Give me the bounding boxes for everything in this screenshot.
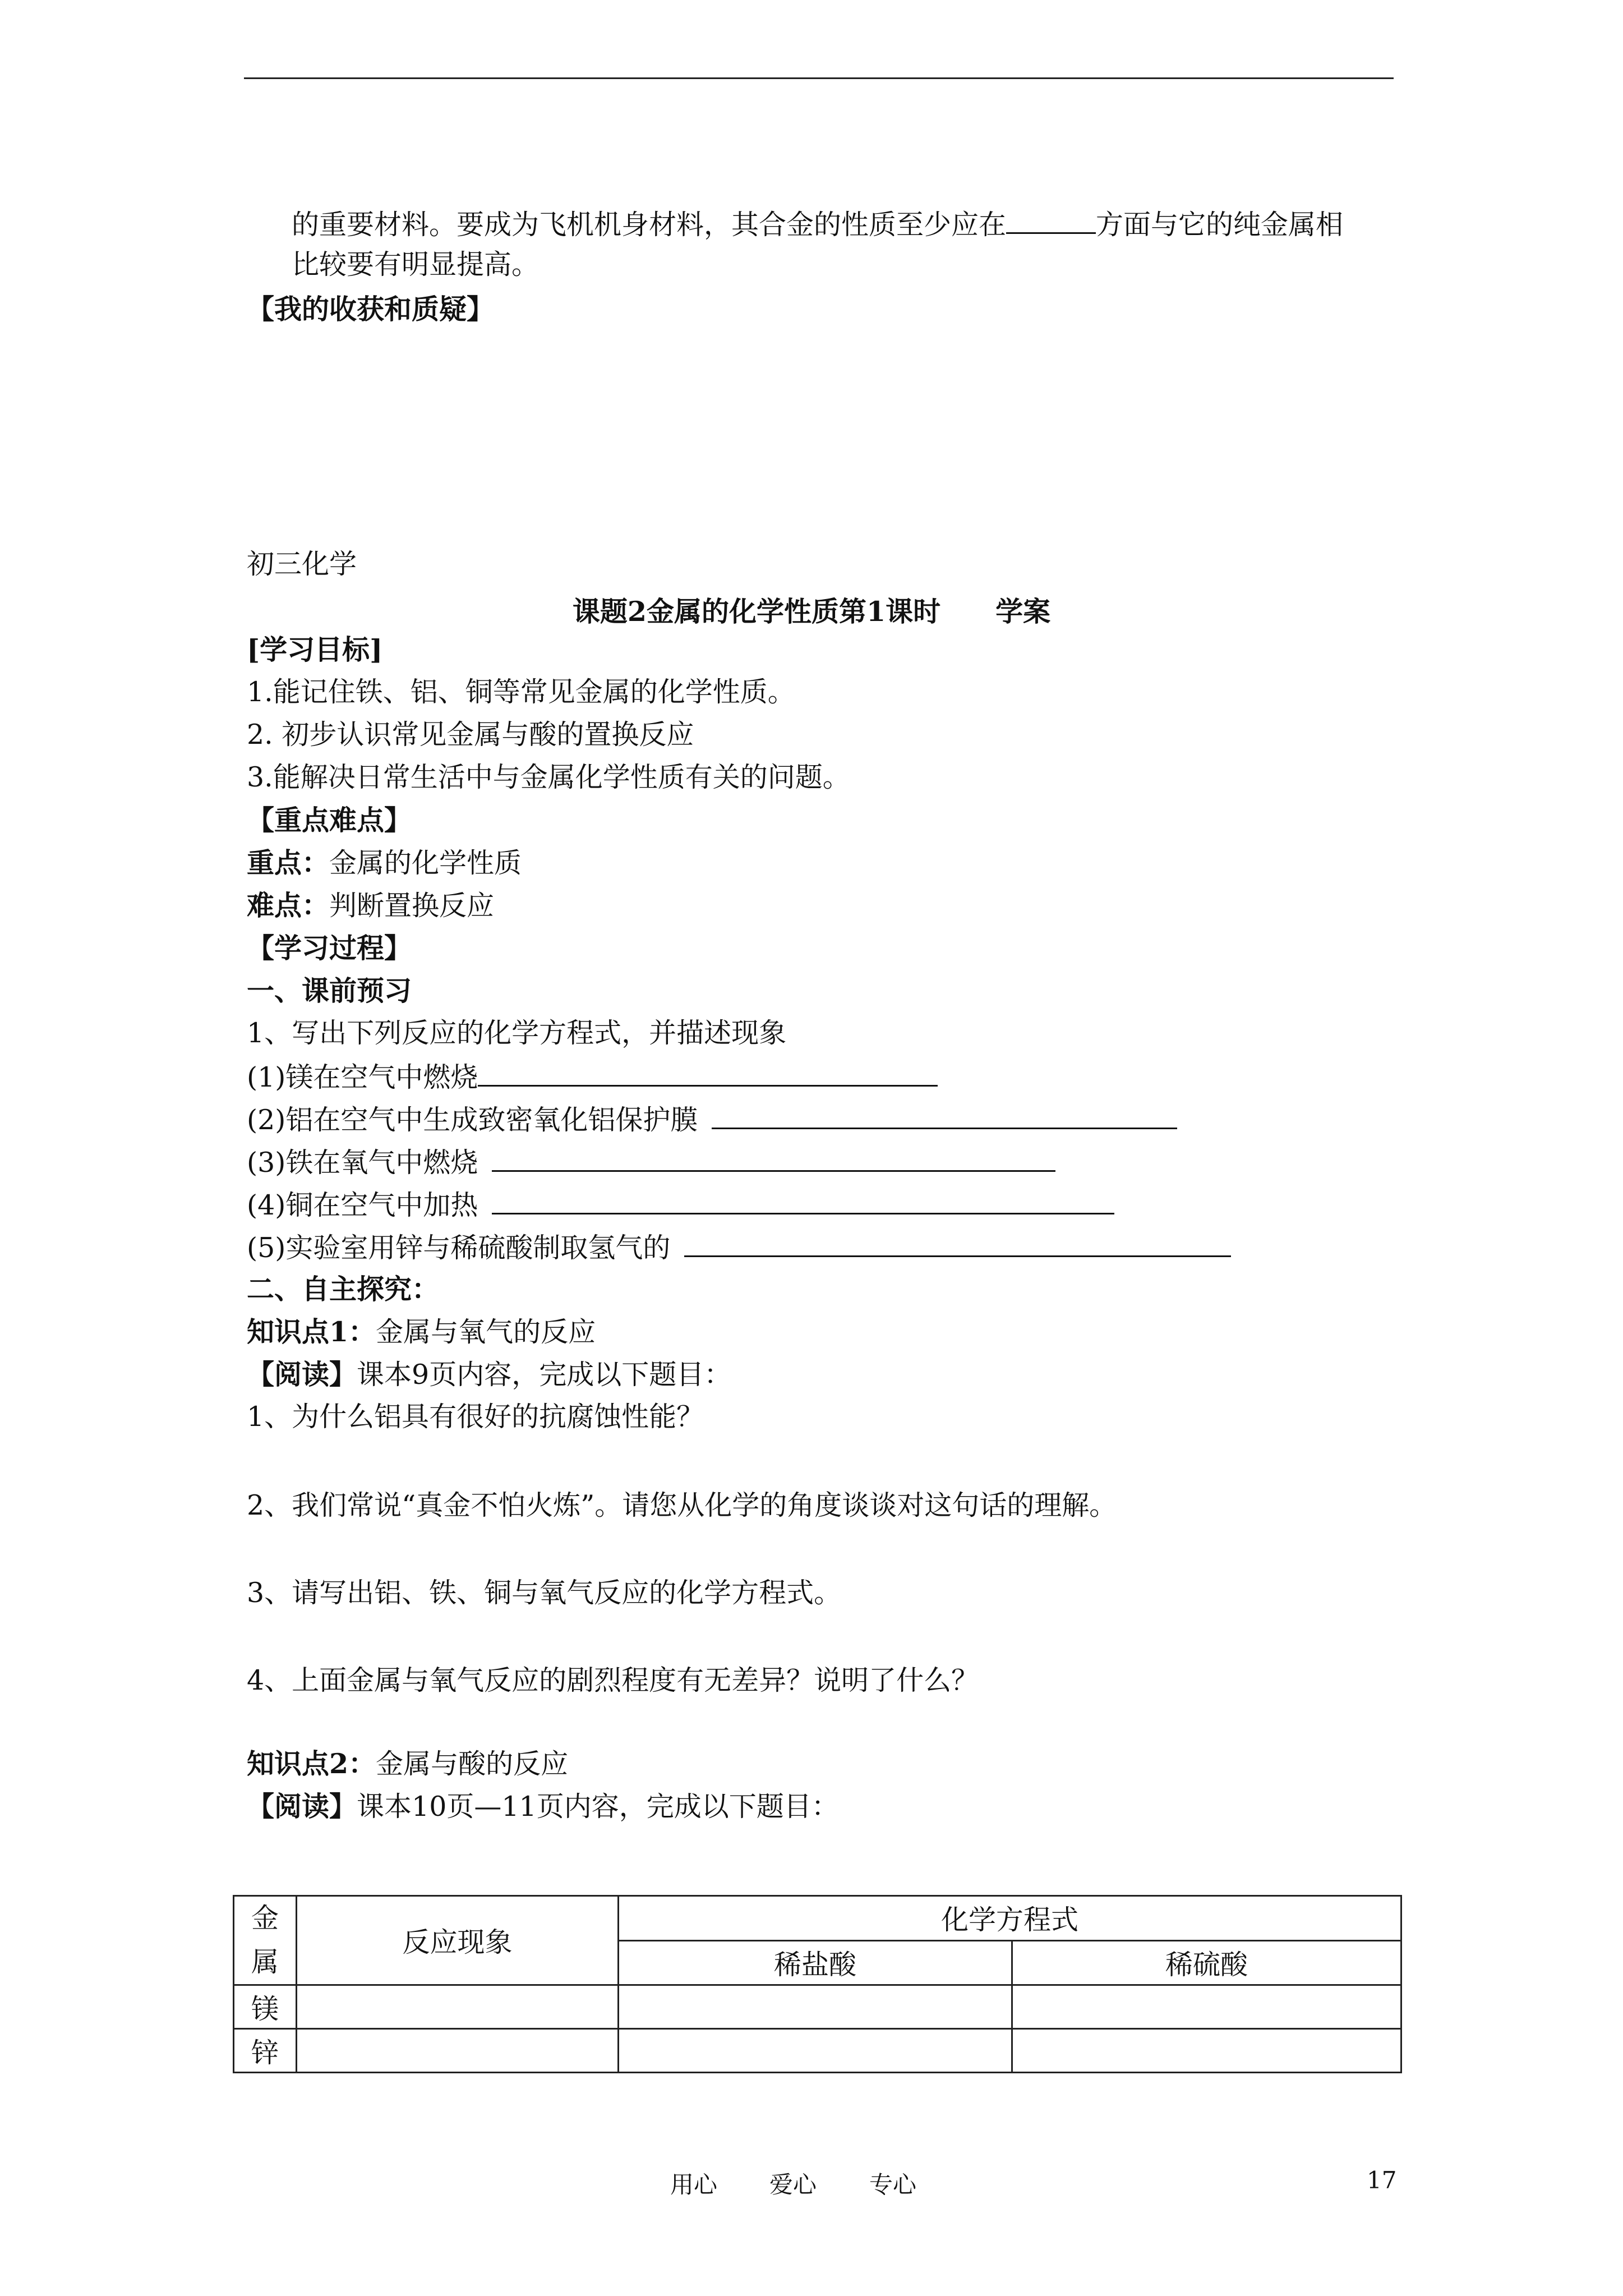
reaction-item [247, 1144, 1055, 1180]
kp2-label: 知识点2： [247, 1747, 376, 1780]
explore-heading: 二、自主探究： [247, 1273, 440, 1305]
header-rule [244, 77, 1394, 79]
metal-cell: 锌 [234, 2029, 297, 2073]
question-item: 1、为什么铝具有很好的抗腐蚀性能？ [247, 1401, 704, 1433]
continued-text-after: 方面与它的纯金属相 [1096, 209, 1344, 241]
goal-item: 2. 初步认识常见金属与酸的置换反应 [247, 719, 694, 751]
read-text: 课本9页内容，完成以下题目： [357, 1359, 732, 1391]
reading-line-2 [247, 1789, 839, 1824]
header-equation: 化学方程式 [619, 1896, 1401, 1941]
reaction-table [233, 1895, 1402, 2073]
h2so4-equation-cell[interactable] [1012, 1985, 1401, 2029]
header-metal: 金 属 [234, 1896, 297, 1985]
difficulty-line [247, 889, 494, 923]
reaction-label: (2)铝在空气中生成致密氧化铝保护膜 [247, 1104, 698, 1136]
reaction-label: (1)镁在空气中燃烧 [247, 1061, 478, 1093]
lesson-title: 课题2金属的化学性质第1课时 学案 [572, 595, 1051, 628]
read-text: 课本10页—11页内容，完成以下题目： [357, 1791, 839, 1823]
table-row [234, 1985, 1401, 2029]
hcl-equation-cell[interactable] [619, 2029, 1012, 2073]
reaction-item [247, 1102, 1177, 1137]
answer-blank[interactable] [1006, 206, 1096, 234]
footer-motto-3: 专心 [869, 2171, 917, 2198]
continued-text: 的重要材料。要成为飞机机身材料，其合金的性质至少应在 [292, 209, 1007, 241]
focus-line [247, 846, 522, 880]
question-item: 4、上面金属与氧气反应的剧烈程度有无差异？说明了什么？ [247, 1664, 979, 1696]
continued-text-line2: 比较要有明显提高。 [292, 249, 540, 280]
kp2-text: 金属与酸的反应 [376, 1748, 569, 1780]
knowledge-point-2 [247, 1747, 568, 1781]
goal-item: 1.能记住铁、铝、铜等常见金属的化学性质。 [247, 676, 795, 708]
reaction-label: (5)实验室用锌与稀硫酸制取氢气的 [247, 1232, 671, 1264]
answer-blank[interactable] [478, 1059, 938, 1087]
answer-blank[interactable] [684, 1230, 1231, 1257]
reaction-item [247, 1187, 1114, 1222]
continued-text-line [292, 206, 1343, 242]
phenomenon-cell[interactable] [296, 2029, 618, 2073]
harvest-heading: 【我的收获和质疑】 [247, 293, 495, 325]
focus-label: 重点： [247, 846, 330, 879]
header-hydrochloric-acid: 稀盐酸 [619, 1940, 1012, 1985]
reaction-item [247, 1059, 938, 1094]
process-heading: 【学习过程】 [247, 932, 412, 964]
answer-blank[interactable] [492, 1187, 1114, 1214]
footer-motto-1: 用心 [670, 2171, 718, 2198]
kp1-text: 金属与氧气的反应 [376, 1316, 596, 1348]
phenomenon-cell[interactable] [296, 1985, 618, 2029]
goals-heading: [学习目标] [247, 633, 383, 666]
header-sulfuric-acid: 稀硫酸 [1012, 1940, 1401, 1985]
read-label: 【阅读】 [247, 1790, 357, 1823]
answer-blank[interactable] [712, 1102, 1177, 1129]
subject-label: 初三化学 [247, 548, 357, 580]
answer-blank[interactable] [492, 1144, 1055, 1172]
reaction-label: (4)铜在空气中加热 [247, 1189, 478, 1221]
kp1-label: 知识点1： [247, 1315, 376, 1348]
preview-heading: 一、课前预习 [247, 974, 412, 1007]
difficulty-text: 判断置换反应 [329, 890, 495, 922]
page-number: 17 [1367, 2166, 1397, 2194]
header-phenomenon: 反应现象 [296, 1896, 618, 1985]
reaction-label: (3)铁在氧气中燃烧 [247, 1147, 478, 1179]
reaction-item [247, 1230, 1231, 1265]
question-item: 2、我们常说“真金不怕火炼”。请您从化学的角度谈谈对这句话的理解。 [247, 1489, 1117, 1521]
knowledge-point-1 [247, 1315, 596, 1349]
goal-item: 3.能解决日常生活中与金属化学性质有关的问题。 [247, 761, 850, 793]
focus-text: 金属的化学性质 [329, 847, 522, 879]
preview-question: 1、写出下列反应的化学方程式，并描述现象 [247, 1017, 787, 1049]
key-points-heading: 【重点难点】 [247, 804, 412, 836]
question-item: 3、请写出铝、铁、铜与氧气反应的化学方程式。 [247, 1577, 842, 1609]
footer-motto-2: 爱心 [769, 2171, 817, 2198]
table-row [234, 2029, 1401, 2073]
hcl-equation-cell[interactable] [619, 1985, 1012, 2029]
read-label: 【阅读】 [247, 1358, 357, 1391]
metal-cell: 镁 [234, 1985, 297, 2029]
h2so4-equation-cell[interactable] [1012, 2029, 1401, 2073]
reading-line-1 [247, 1358, 731, 1392]
difficulty-label: 难点： [247, 889, 330, 922]
